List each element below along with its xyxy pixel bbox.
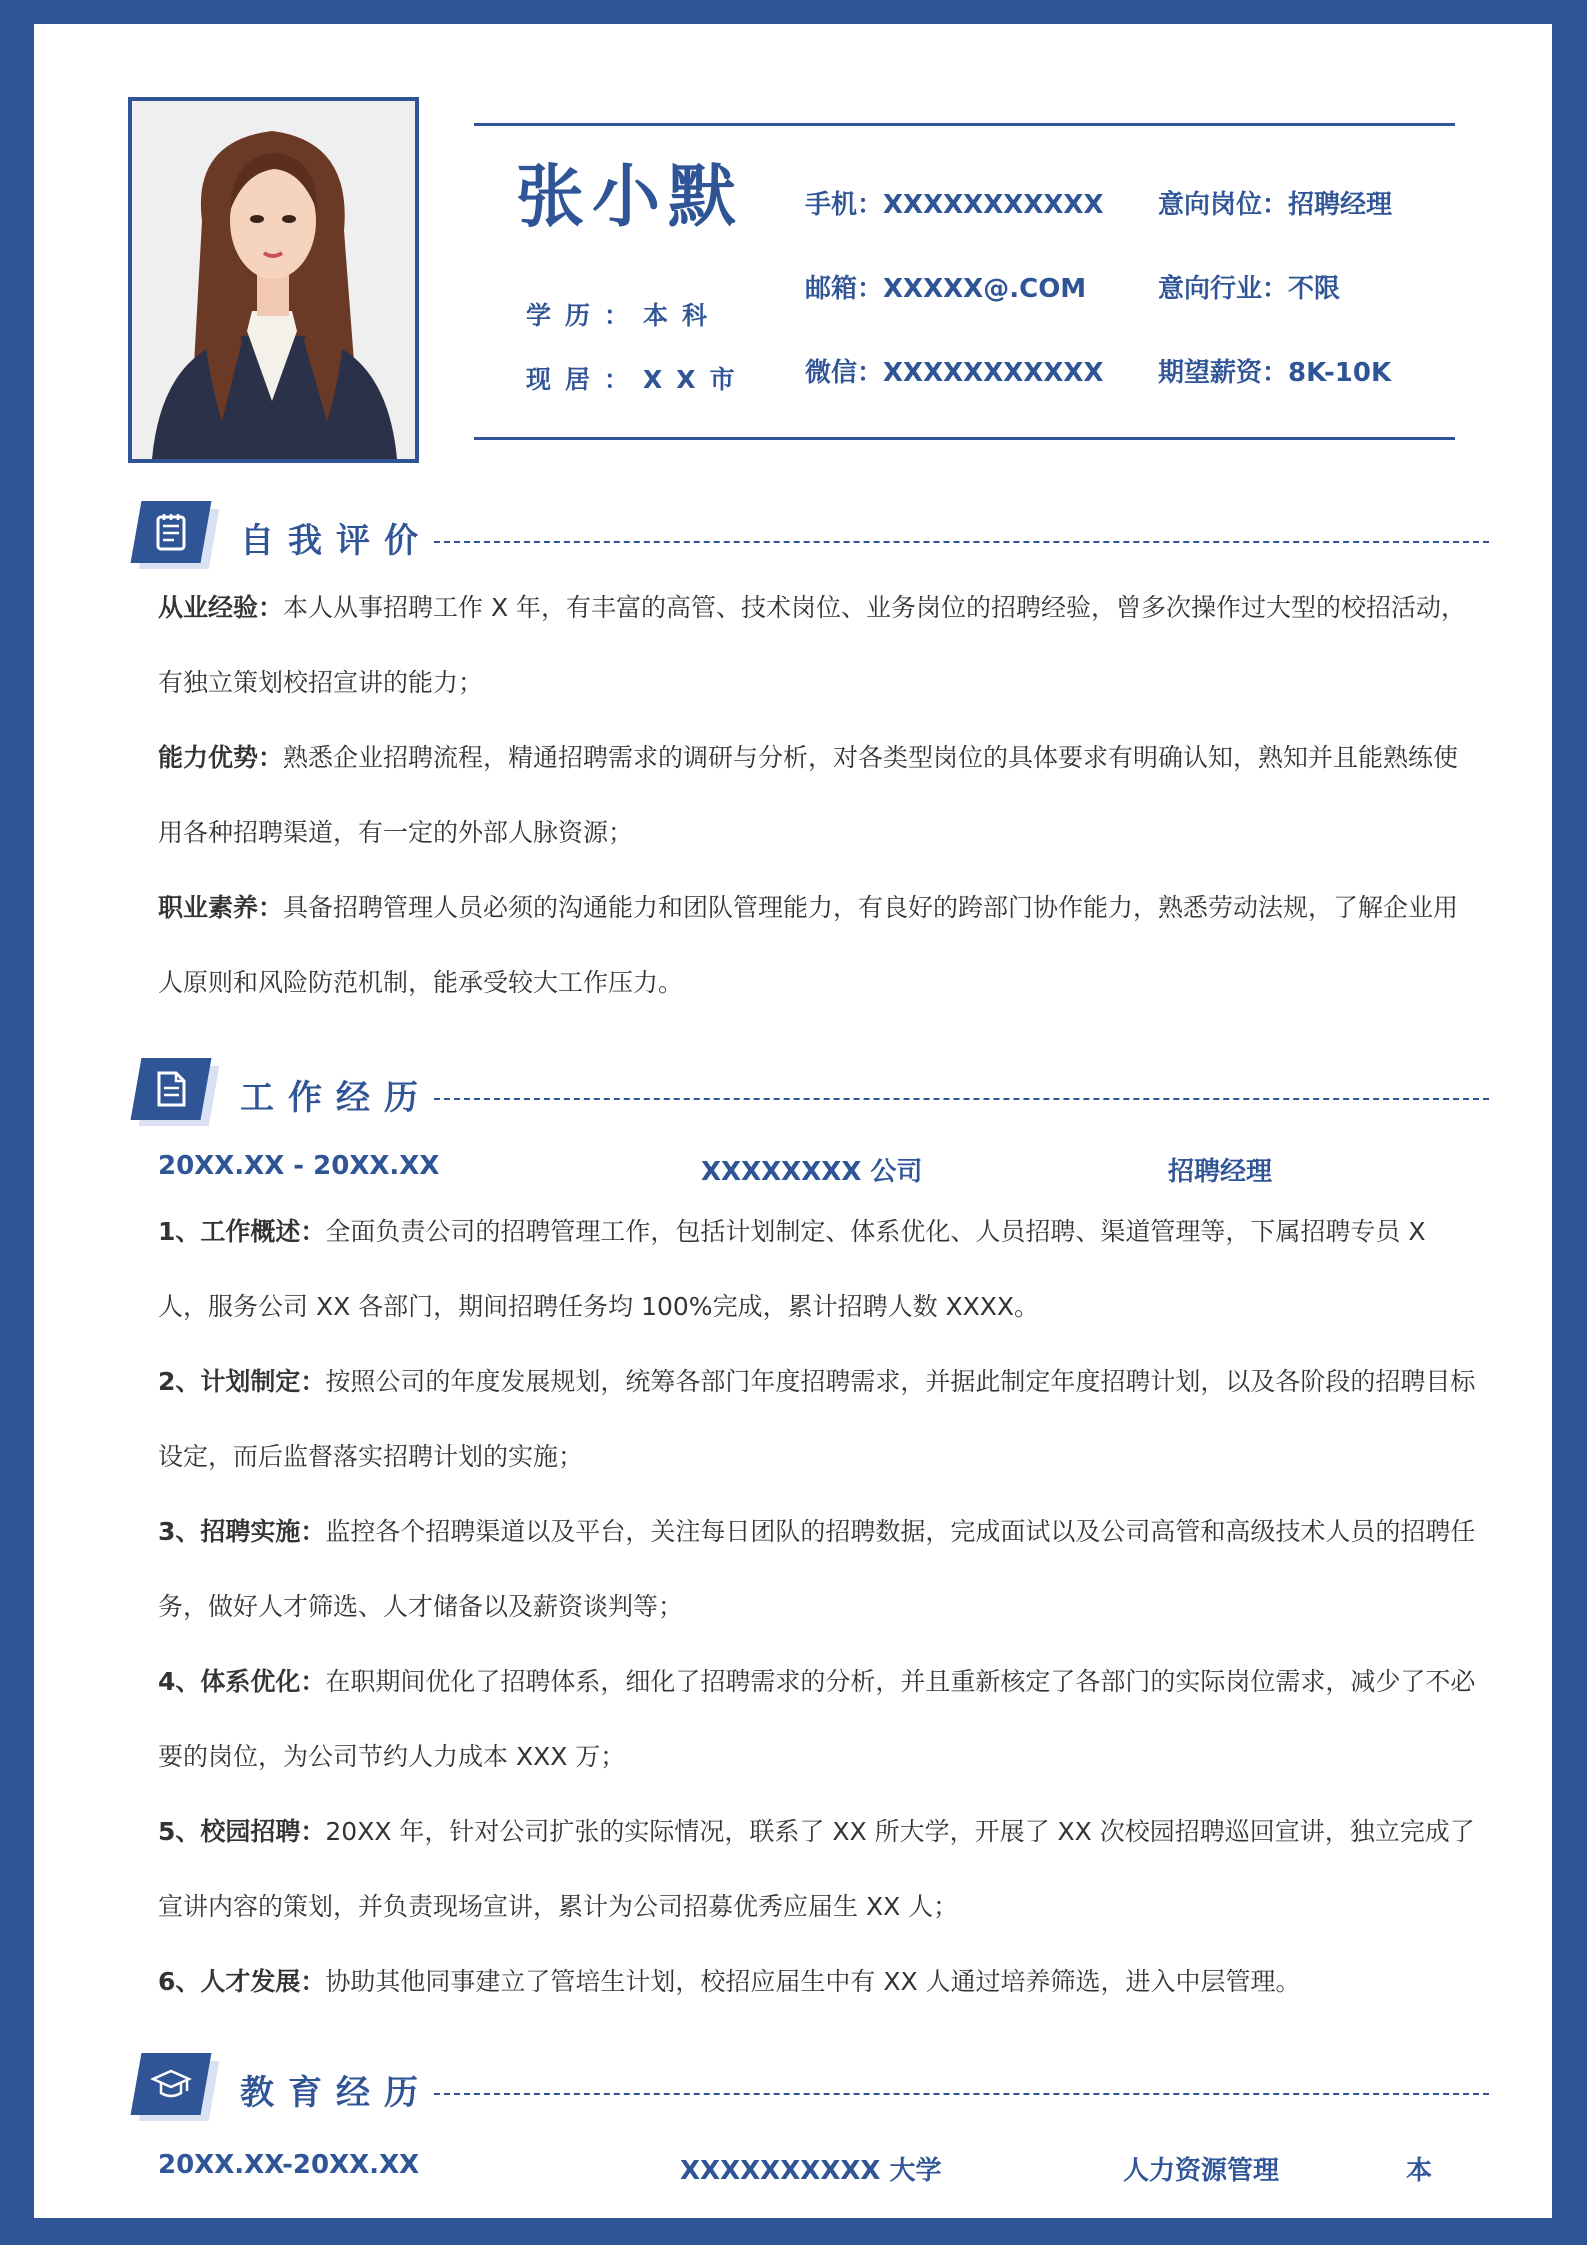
work-item bbox=[158, 1344, 1478, 1494]
target-position: 意向岗位：招聘经理 bbox=[1158, 190, 1393, 220]
item-text: 熟悉企业招聘流程，精通招聘需求的调研与分析，对各类型岗位的具体要求有明确认知，熟知并且能熟练使用各种招聘渠道，有一定的外部人脉资源； bbox=[158, 743, 1459, 847]
edu-period: 20XX.XX-20XX.XX bbox=[158, 2150, 420, 2180]
section-title: 教育经历 bbox=[240, 2073, 432, 2113]
resume-page bbox=[34, 24, 1552, 2218]
section-education bbox=[134, 2053, 1489, 2123]
item-text: 协助其他同事建立了管培生计划，校招应届生中有 XX 人通过培养筛选，进入中层管理。 bbox=[325, 1967, 1301, 1996]
header-top-rule bbox=[474, 123, 1455, 126]
edu-school: XXXXXXXXXX 大学 bbox=[680, 2156, 942, 2186]
item-text: 20XX 年，针对公司扩张的实际情况，联系了 XX 所大学，开展了 XX 次校园招聘巡回宣讲，独立完成了宣讲内容的策划，并负责现场宣讲，累计为公司招募优秀应届生 XX 人； bbox=[158, 1817, 1475, 1921]
notepad-icon bbox=[134, 501, 212, 569]
item-text: 监控各个招聘渠道以及平台，关注每日团队的招聘数据，完成面试以及公司高管和高级技术人员的招聘任务，做好人才筛选、人才储备以及薪资谈判等； bbox=[158, 1517, 1476, 1621]
section-divider bbox=[434, 2093, 1489, 2095]
edu-major: 人力资源管理 bbox=[1123, 2156, 1280, 2186]
wechat-info: 微信：XXXXXXXXXXX bbox=[805, 358, 1104, 388]
item-text: 本人从事招聘工作 X 年，有丰富的高管、技术岗位、业务岗位的招聘经验，曾多次操作过大型的校招活动，有独立策划校招宣讲的能力； bbox=[158, 593, 1467, 697]
section-title: 自我评价 bbox=[240, 521, 432, 561]
item-label: 职业素养： bbox=[158, 893, 284, 922]
item-text: 在职期间优化了招聘体系，细化了招聘需求的分析，并且重新核定了各部门的实际岗位需求，减少了不必要的岗位，为公司节约人力成本 XXX 万； bbox=[158, 1667, 1476, 1771]
work-item bbox=[158, 1644, 1478, 1794]
work-item bbox=[158, 1794, 1478, 1944]
email-info: 邮箱：XXXXX@.COM bbox=[805, 274, 1087, 304]
work-item bbox=[158, 1944, 1478, 2019]
self-eval-item bbox=[158, 870, 1478, 1020]
section-self-evaluation bbox=[134, 501, 1489, 571]
education-level: 学历：本科 bbox=[526, 301, 722, 330]
phone-info: 手机：XXXXXXXXXXX bbox=[805, 190, 1104, 220]
profile-photo bbox=[128, 97, 419, 463]
current-residence: 现居：XX市 bbox=[526, 365, 749, 394]
work-company: XXXXXXXX 公司 bbox=[701, 1157, 923, 1187]
item-label: 从业经验： bbox=[158, 593, 284, 622]
candidate-name: 张小默 bbox=[516, 158, 745, 237]
section-divider bbox=[434, 541, 1489, 543]
item-text: 具备招聘管理人员必须的沟通能力和团队管理能力，有良好的跨部门协作能力，熟悉劳动法规，了解企业用人原则和风险防范机制，能承受较大工作压力。 bbox=[158, 893, 1459, 997]
document-icon bbox=[134, 1058, 212, 1126]
item-label: 1、工作概述： bbox=[158, 1217, 326, 1246]
header-bottom-rule bbox=[474, 437, 1455, 440]
self-eval-item bbox=[158, 720, 1478, 870]
item-label: 2、计划制定： bbox=[158, 1367, 326, 1396]
item-label: 3、招聘实施： bbox=[158, 1517, 326, 1546]
edu-degree: 本 bbox=[1406, 2156, 1433, 2186]
expected-salary: 期望薪资：8K-10K bbox=[1158, 358, 1392, 388]
section-title: 工作经历 bbox=[240, 1078, 432, 1118]
work-period: 20XX.XX - 20XX.XX bbox=[158, 1151, 440, 1181]
item-label: 5、校园招聘： bbox=[158, 1817, 326, 1846]
work-item bbox=[158, 1194, 1478, 1344]
work-role: 招聘经理 bbox=[1168, 1157, 1273, 1187]
item-label: 4、体系优化： bbox=[158, 1667, 326, 1696]
section-divider bbox=[434, 1098, 1489, 1100]
item-text: 按照公司的年度发展规划，统筹各部门年度招聘需求，并据此制定年度招聘计划，以及各阶段的招聘目标设定，而后监督落实招聘计划的实施； bbox=[158, 1367, 1476, 1471]
item-label: 能力优势： bbox=[158, 743, 284, 772]
section-work-experience bbox=[134, 1058, 1489, 1128]
target-industry: 意向行业：不限 bbox=[1158, 274, 1341, 304]
graduation-cap-icon bbox=[134, 2053, 212, 2121]
item-text: 全面负责公司的招聘管理工作，包括计划制定、体系优化、人员招聘、渠道管理等，下属招聘专员 X 人，服务公司 XX 各部门，期间招聘任务均 100%完成，累计招聘人数 XXXX。 bbox=[158, 1217, 1426, 1321]
item-label: 6、人才发展： bbox=[158, 1967, 326, 1996]
self-eval-item bbox=[158, 570, 1478, 720]
work-item bbox=[158, 1494, 1478, 1644]
portrait-illustration bbox=[132, 101, 415, 459]
